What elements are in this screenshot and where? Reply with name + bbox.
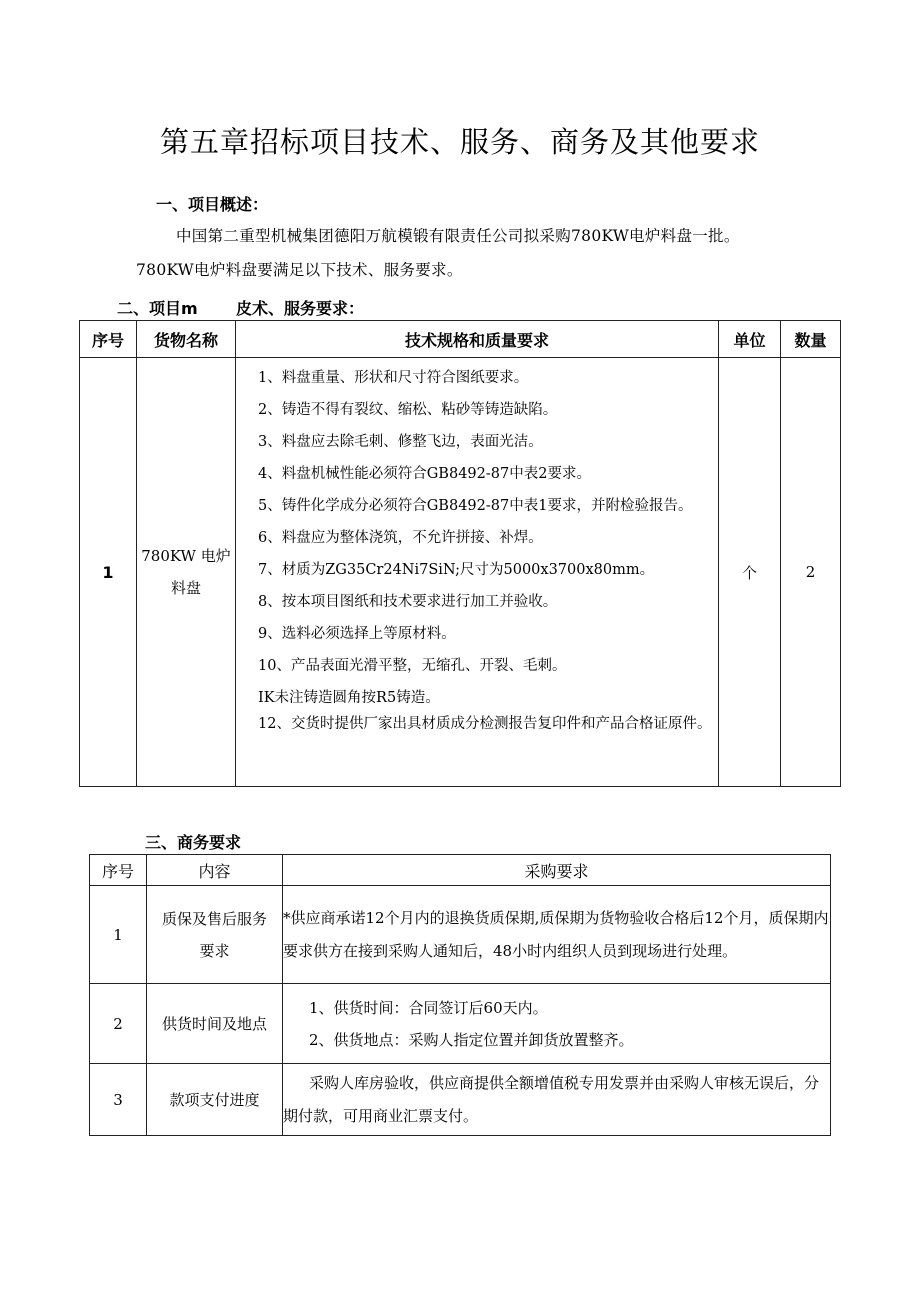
row-content: [147, 886, 283, 984]
row-unit: 个: [719, 358, 781, 787]
header-requirement: 采购要求: [283, 855, 831, 886]
header-unit: 单位: [719, 321, 781, 358]
row-requirement: *供应商承诺12个月内的退换货质保期,质保期为货物验收合格后12个月，质保期内要求供方在接到采购人通知后，48小时内组织人员到现场进行处理。: [283, 886, 831, 984]
row-requirements: [236, 358, 719, 787]
overview-text-line1: 中国第二重型机械集团德阳万航模锻有限责任公司拟采购780KW电炉料盘一批。: [176, 227, 740, 245]
requirement-line1: 1、供货时间：合同签订后60天内。: [309, 998, 548, 1017]
header-spec: 技术规格和质量要求: [236, 321, 719, 358]
requirement-item: 1、料盘重量、形状和尺寸符合图纸要求。: [258, 370, 529, 386]
section-heading-tech-right: 皮术、服务要求：: [236, 299, 365, 318]
requirement-item: 5、铸件化学成分必须符合GB8492-87中表1要求，并附检验报告。: [258, 498, 693, 514]
table-row: [90, 886, 831, 984]
row-requirement: [283, 984, 831, 1064]
header-goods: 货物名称: [137, 321, 236, 358]
section-heading-tech-left: 二、项目m: [117, 299, 198, 318]
page-title: 第五章招标项目技术、服务、商务及其他要求: [159, 125, 760, 159]
requirement-line2: 2、供货地点：采购人指定位置并卸货放置整齐。: [309, 1030, 634, 1049]
row-goods-name: [137, 358, 236, 787]
requirement-item: 7、材质为ZG35Cr24Ni7SiN;尺寸为5000x3700x80mm。: [258, 562, 655, 578]
row-content: 款项支付进度: [147, 1064, 283, 1136]
tech-requirements-table: [79, 320, 841, 787]
overview-text-line2: 780KW电炉料盘要满足以下技术、服务要求。: [136, 261, 463, 279]
goods-line1: 780KW 电炉: [141, 547, 231, 565]
header-qty: 数量: [781, 321, 841, 358]
content-line1: 质保及售后服务: [161, 909, 267, 928]
table-header-row: [90, 855, 831, 886]
requirement-item: 3、料盘应去除毛刺、修整飞边，表面光洁。: [258, 434, 543, 450]
content-line2: 要求: [199, 941, 230, 960]
header-content: 内容: [147, 855, 283, 886]
requirement-item: 10、产品表面光滑平整，无缩孔、开裂、毛刺。: [258, 658, 567, 674]
requirement-item: IK未注铸造圆角按R5铸造。: [258, 690, 440, 706]
row-seq: 2: [90, 984, 147, 1064]
row-seq: 1: [80, 358, 137, 787]
table-row: [90, 1064, 831, 1136]
business-requirements-table: [89, 854, 831, 1136]
row-seq: 3: [90, 1064, 147, 1136]
requirement-item: 8、按本项目图纸和技术要求进行加工并验收。: [258, 594, 558, 610]
row-seq: 1: [90, 886, 147, 984]
requirement-item: 4、料盘机械性能必须符合GB8492-87中表2要求。: [258, 466, 591, 482]
table-header-row: [80, 321, 841, 358]
header-seq: 序号: [80, 321, 137, 358]
requirement-item: 6、料盘应为整体浇筑，不允许拼接、补焊。: [258, 530, 543, 546]
requirement-item: 9、选料必须选择上等原材料。: [258, 626, 456, 642]
table-row: [80, 358, 841, 787]
requirement-item: 12、交货时提供厂家出具材质成分检测报告复印件和产品合格证原件。: [258, 716, 712, 732]
requirement-item: 2、铸造不得有裂纹、缩松、粘砂等铸造缺陷。: [258, 402, 558, 418]
section-heading-business: 三、商务要求: [145, 833, 242, 852]
goods-line2: 料盘: [170, 579, 201, 597]
row-requirement: 采购人库房验收，供应商提供全额增值税专用发票并由采购人审核无误后，分期付款，可用商业汇票支付。: [283, 1064, 831, 1136]
row-qty: 2: [781, 358, 841, 787]
header-seq: 序号: [90, 855, 147, 886]
table-row: [90, 984, 831, 1064]
section-heading-overview: 一、项目概述：: [156, 195, 269, 214]
row-content: 供货时间及地点: [147, 984, 283, 1064]
